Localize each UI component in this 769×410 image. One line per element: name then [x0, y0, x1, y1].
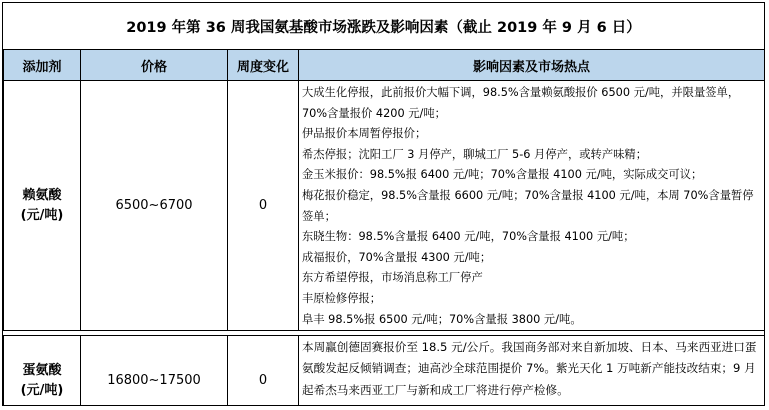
header-row	[4, 50, 765, 81]
factor-line: 大成生化停报，此前报价大幅下调，98.5%含量赖氨酸报价 6500 元/吨，并限量签单，70%含量报价 4200 元/吨；	[302, 86, 740, 120]
price-cell: 16800~17500	[81, 336, 228, 406]
header-price: 价格	[81, 50, 228, 81]
additive-unit: (元/吨)	[20, 207, 64, 223]
change-cell: 0	[228, 81, 299, 331]
additive-name-cell	[4, 336, 81, 406]
factor-line: 东晓生物：98.5%含量报 6400 元/吨，70%含量报 4100 元/吨；	[302, 230, 635, 244]
factor-line: 本周赢创德固赛报价至 18.5 元/公斤。我国商务部对来自新加坡、日本、马来西亚进口蛋氨酸发起反倾销调查；迪高沙全球范围提价 7%。紫光天化 1 万吨新产能技改结束；9 月起希杰马来西亚工厂与新和成工厂将进行停产检修。	[302, 340, 757, 397]
header-weekly-change: 周度变化	[228, 50, 299, 81]
report-title: 2019 年第 36 周我国氨基酸市场涨跌及影响因素（截止 2019 年 9 月 6 日）	[126, 19, 641, 36]
table-row-methionine	[4, 336, 765, 406]
factor-line: 金玉米报价：98.5%报 6400 元/吨；70%含量报 4100 元/吨，实际成交可议；	[302, 168, 703, 182]
additive-name-cell	[4, 81, 81, 331]
report-frame	[2, 2, 765, 406]
additive-unit: (元/吨)	[20, 382, 64, 398]
factor-line: 成福报价，70%含量报 4300 元/吨；	[302, 250, 492, 264]
additive-name: 赖氨酸	[22, 187, 62, 203]
factor-line: 丰原检修停报；	[302, 291, 382, 305]
factor-line: 希杰停报；沈阳工厂 3 月停产，聊城工厂 5-6 月停产，或转产味精；	[302, 147, 648, 161]
factors-cell	[299, 81, 765, 331]
change-cell: 0	[228, 336, 299, 406]
factor-line: 梅花报价稳定，98.5%含量报 6600 元/吨；70%含量报 4100 元/吨，本周 70%含量暂停签单；	[302, 188, 754, 223]
factor-line: 东方希望停报，市场消息称工厂停产	[302, 271, 483, 285]
table-row-lysine	[4, 81, 765, 331]
additive-name: 蛋氨酸	[22, 362, 62, 378]
factor-line: 伊品报价本周暂停报价；	[302, 127, 427, 141]
amino-acid-table	[3, 49, 765, 406]
header-additive: 添加剂	[4, 50, 81, 81]
header-factors: 影响因素及市场热点	[299, 50, 765, 81]
factors-cell	[299, 336, 765, 406]
factor-line: 阜丰 98.5%报 6500 元/吨；70%含量报 3800 元/吨。	[302, 312, 582, 326]
price-cell: 6500~6700	[81, 81, 228, 331]
